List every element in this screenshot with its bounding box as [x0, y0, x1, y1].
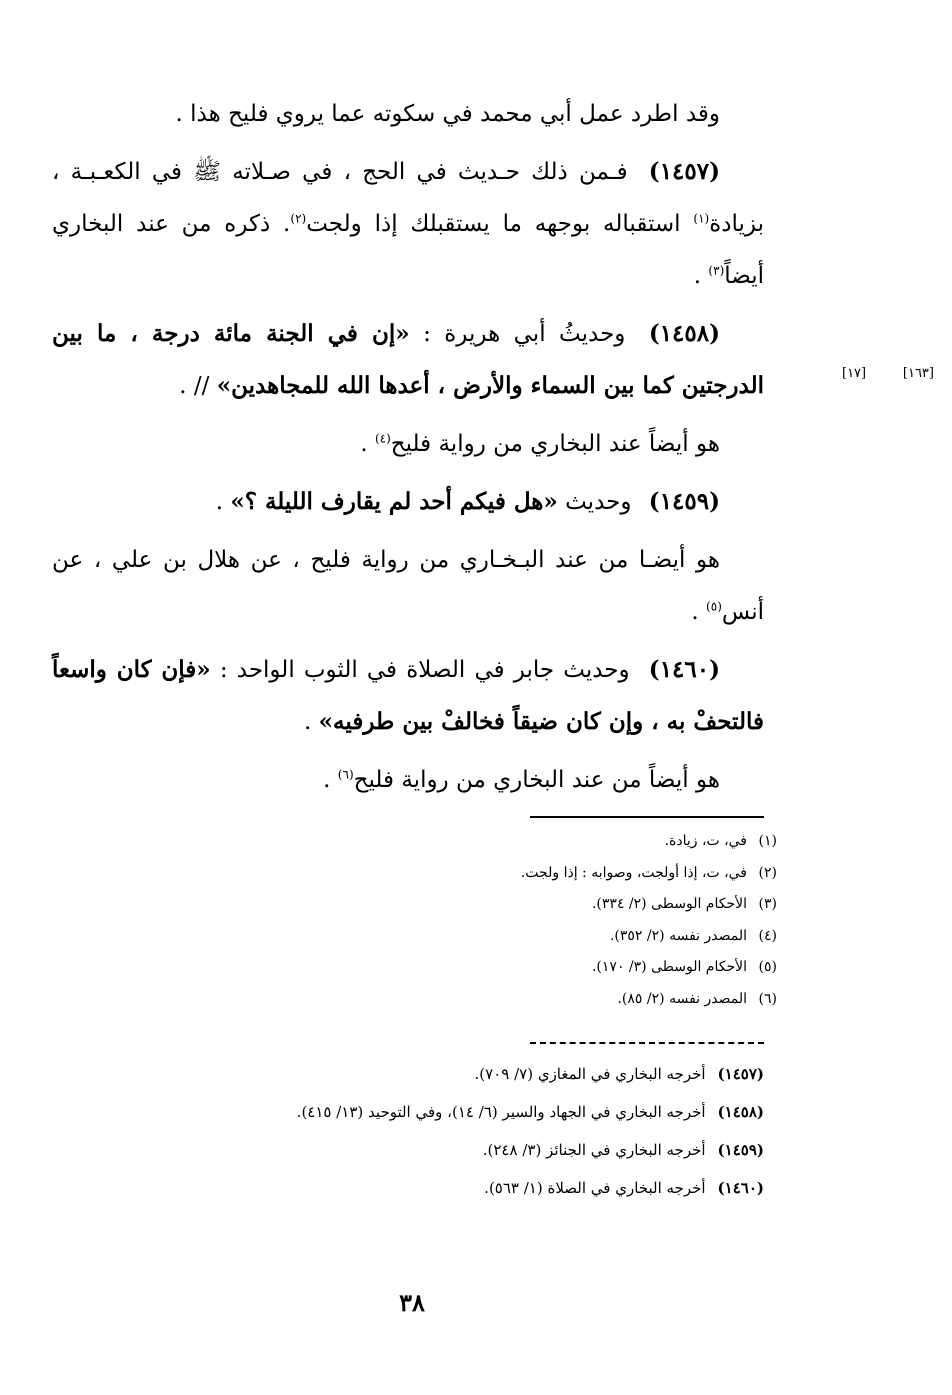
footnote-item [277, 984, 777, 1016]
page-number: ٣٨ [399, 1288, 425, 1317]
hadith-1459 [52, 476, 764, 528]
footnote-item [277, 826, 777, 858]
hadith-text: فـمن ذلك حـديث في الحج ، في صـلاته ﷺ في الكعـبـة ، بزيادة [52, 159, 765, 237]
margin-references [842, 366, 934, 381]
source-text: أخرجه البخاري في المغازي (٧/ ٧٠٩). [474, 1065, 706, 1083]
note-text: هو أيضاً من عند البخاري من رواية فليح [353, 767, 720, 793]
sources-list [104, 1055, 764, 1207]
hadith-1457 [52, 146, 764, 302]
source-item [104, 1093, 764, 1131]
punctuation: . [693, 263, 702, 289]
hadith-quote: «فإن كان واسعاً فالتحفْ به ، وإن كان ضيقاً فخالفْ بين طرفيه» [52, 656, 764, 735]
footnote-ref[interactable]: (٥) [706, 599, 722, 614]
source-item [104, 1169, 764, 1207]
hadith-number: (١٤٥٩) [648, 488, 720, 515]
footnote-number: (٣) [758, 896, 777, 912]
footnotes [277, 826, 777, 1015]
hadith-text: وحديث [565, 489, 632, 515]
intro-paragraph [52, 88, 764, 140]
source-text: أخرجه البخاري في الصلاة (١/ ٥٦٣). [484, 1179, 706, 1197]
footnote-text: الأحكام الوسطى (٣/ ١٧٠). [591, 959, 747, 975]
footnote-text: في، ت، إذا أولجت، وصوابه : إذا ولجت. [520, 864, 747, 881]
source-number: (١٤٥٩) [717, 1141, 764, 1159]
source-item [104, 1131, 764, 1169]
hadith-1460 [52, 644, 764, 748]
punctuation: . [691, 599, 699, 625]
footnote-text: المصدر نفسه (٢/ ٣٥٢). [609, 927, 747, 944]
footnote-ref[interactable]: (٤) [374, 431, 391, 446]
punctuation: . [304, 709, 312, 735]
punctuation: // . [179, 373, 210, 399]
hadith-text: استقباله بوجهه ما يستقبلك إذا ولجت [306, 211, 681, 237]
footnote-number: (٥) [758, 959, 777, 975]
hadith-number: (١٤٦٠) [648, 656, 720, 683]
note-1460 [52, 754, 764, 806]
punctuation: . [360, 431, 368, 457]
source-number: (١٤٥٨) [717, 1103, 764, 1121]
note-text: هو أيضـا من عند البـخـاري من رواية فليح ، عن هلال بن علي ، عن أنس [52, 547, 764, 625]
note-1458 [52, 418, 764, 470]
footnote-item [277, 889, 777, 921]
footnote-item [277, 952, 777, 984]
hadith-1458 [52, 308, 764, 412]
footnote-text: في، ت، زيادة. [664, 833, 747, 849]
source-text: أخرجه البخاري في الجنائز (٣/ ٢٤٨). [482, 1141, 706, 1159]
note-text: هو أيضاً عند البخاري من رواية فليح [390, 431, 720, 457]
source-item [104, 1055, 764, 1093]
margin-ref-manuscript: [١٦٣] [902, 366, 934, 381]
main-text [52, 88, 764, 812]
source-number: (١٤٦٠) [717, 1179, 764, 1197]
intro-text: وقد اطرد عمل أبي محمد في سكوته عما يروي فليح هذا . [175, 101, 720, 127]
hadith-number: (١٤٥٧) [648, 158, 720, 185]
hadith-quote: «هل فيكم أحد لم يقارف الليلة ؟» [230, 488, 558, 515]
footnote-number: (٤) [758, 927, 777, 944]
source-number: (١٤٥٧) [717, 1065, 764, 1083]
footnote-ref[interactable]: (٢) [290, 211, 307, 226]
footnote-ref[interactable]: (٣) [708, 263, 725, 278]
hadith-text: . ذكره من عند البخاري أيضاً [52, 211, 764, 289]
note-1459 [52, 534, 764, 638]
footnote-item [277, 921, 777, 953]
hadith-text: وحديث جابر في الصلاة في الثوب الواحد : [219, 657, 630, 683]
hadith-text: وحديثُ أبي هريرة : [423, 321, 626, 347]
sources-divider [530, 1042, 764, 1044]
source-text: أخرجه البخاري في الجهاد والسير (٦/ ١٤)، وفي التوحيد (١٣/ ٤١٥). [296, 1103, 706, 1121]
margin-ref-volume: [١٧] [842, 366, 867, 381]
footnote-item [277, 858, 777, 890]
footnote-number: (٢) [758, 864, 777, 881]
footnote-number: (١) [758, 833, 777, 849]
punctuation: . [323, 767, 331, 793]
footnote-ref[interactable]: (١) [693, 211, 710, 226]
hadith-number: (١٤٥٨) [648, 320, 721, 347]
footnote-text: المصدر نفسه (٢/ ٨٥). [617, 990, 747, 1007]
footnote-text: الأحكام الوسطى (٢/ ٣٣٤). [591, 896, 747, 912]
footnote-divider [530, 816, 764, 818]
punctuation: . [215, 489, 224, 515]
footnote-number: (٦) [758, 990, 777, 1007]
footnote-ref[interactable]: (٦) [337, 767, 354, 782]
hadith-quote: «إن في الجنة مائة درجة ، ما بين الدرجتين كما بين السماء والأرض ، أعدها الله للمجاهدين» [52, 320, 764, 399]
